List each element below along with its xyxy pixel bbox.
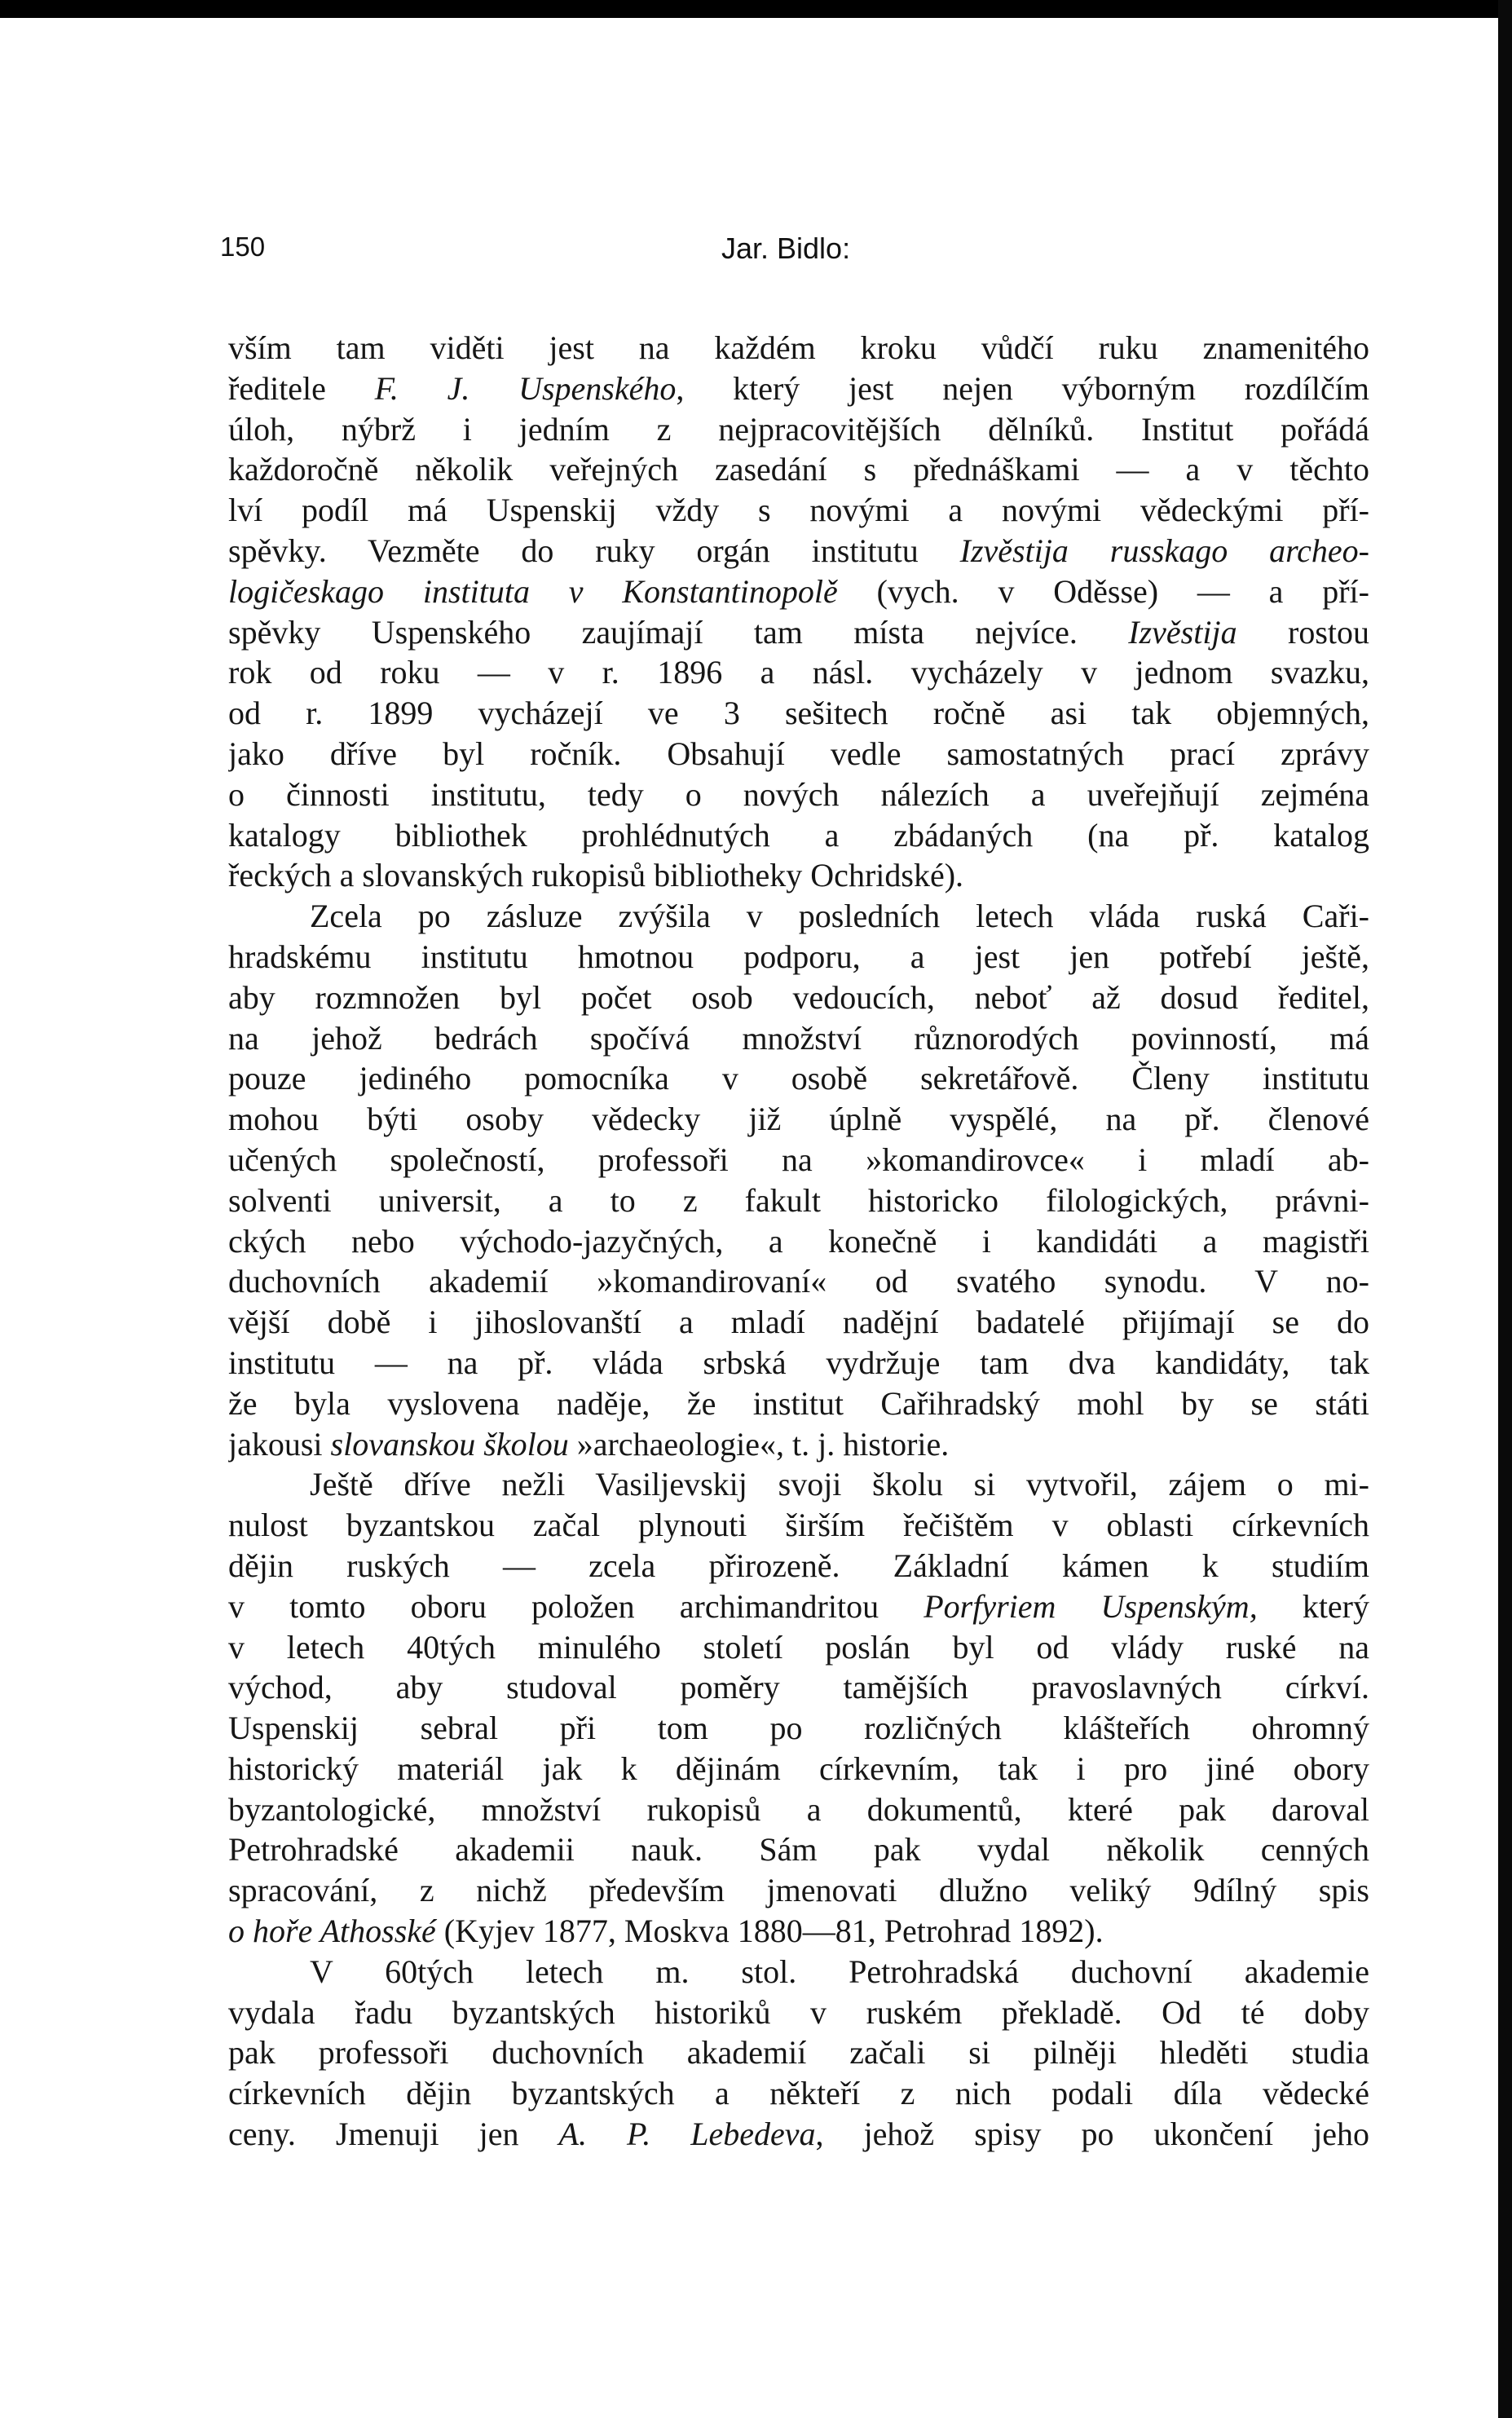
italic-text-span: o hoře Athosské — [228, 1913, 436, 1950]
text-span: mohou býti osoby vědecky již úplně vyspělé, na př. členové — [228, 1101, 1369, 1138]
text-line — [228, 1789, 1369, 1830]
text-span: (vych. v Oděsse) — a pří- — [837, 572, 1369, 610]
text-line — [228, 1546, 1369, 1586]
text-span: , jehož spisy po ukončení jeho — [815, 2116, 1369, 2153]
text-span: od r. 1899 vycházejí ve 3 sešitech ročně asi tak objemných, — [228, 695, 1369, 732]
text-span: Zcela po zásluze zvýšila v posledních letech vláda ruská Caři- — [310, 898, 1369, 935]
text-line — [228, 855, 1369, 896]
text-span: že byla vyslovena naděje, že institut Cařihradský mohl by se státi — [228, 1384, 1369, 1422]
text-line — [228, 2114, 1369, 2155]
text-line — [228, 1099, 1369, 1140]
text-line — [228, 1708, 1369, 1749]
text-span: nulost byzantskou začal plynouti širším řečištěm v oblasti církevních — [228, 1507, 1369, 1544]
text-line — [228, 693, 1369, 734]
text-line — [228, 774, 1369, 815]
book-page — [0, 18, 1498, 2418]
text-span: »archaeologie«, t. j. historie. — [568, 1425, 950, 1463]
text-span: historický materiál jak k dějinám církevním, tak i pro jiné obory — [228, 1750, 1369, 1787]
text-span: solventi universit, a to z fakult historicko filologických, právni- — [228, 1181, 1369, 1219]
text-line — [228, 612, 1369, 653]
text-span: spracování, z nichž především jmenovati dlužno veliký 9dílný spis — [228, 1872, 1369, 1909]
text-line — [228, 2073, 1369, 2114]
text-span: aby rozmnožen byl počet osob vedoucích, neboť až dosud ředitel, — [228, 978, 1369, 1016]
text-span: , který jest nejen výborným rozdílčím — [676, 369, 1369, 407]
page-header — [220, 232, 1280, 280]
text-span: v tomto oboru položen archimandritou — [228, 1587, 924, 1625]
text-span: na jehož bedrách spočívá množství různorodých povinností, má — [228, 1019, 1369, 1057]
text-line — [228, 1140, 1369, 1180]
scan-border — [1498, 0, 1512, 2418]
text-span: ředitele — [228, 369, 375, 407]
text-line — [228, 1424, 1369, 1465]
text-span: vější době i jihoslovanští a mladí nadějní badatelé přijímají se do — [228, 1304, 1369, 1341]
text-span: ckých nebo východo-jazyčných, a konečně i kandidáti a magistři — [228, 1222, 1369, 1260]
text-line — [228, 1829, 1369, 1870]
text-line — [228, 1505, 1369, 1546]
text-line — [228, 977, 1369, 1018]
text-span: pak professoři duchovních akademií začali si pilněji hleděti studia — [228, 2034, 1369, 2072]
text-line — [228, 734, 1369, 774]
text-line — [228, 1992, 1369, 2033]
text-span: spěvky. Vezměte do ruky orgán institutu — [228, 532, 960, 569]
body-text — [228, 328, 1369, 2155]
text-span: byzantologické, množství rukopisů a dokumentů, které pak daroval — [228, 1790, 1369, 1828]
text-span: ceny. Jmenuji jen — [228, 2116, 559, 2153]
text-span: Uspenskij sebral při tom po rozličných klášteřích ohromný — [228, 1710, 1369, 1747]
text-line — [228, 1018, 1369, 1059]
text-span: jakousi — [228, 1425, 331, 1463]
text-span: úloh, nýbrž i jedním z nejpracovitějších dělníků. Institut pořádá — [228, 410, 1369, 448]
text-span: vším tam viděti jest na každém kroku vůdčí ruku znamenitého — [228, 329, 1369, 366]
text-span: východ, aby studoval poměry tamějších pravoslavných církví. — [228, 1669, 1369, 1706]
italic-text-span: logičeskago instituta v Konstantinopolě — [228, 572, 838, 610]
text-line — [228, 652, 1369, 693]
text-span: hradskému institutu hmotnou podporu, a jest jen potřebí ještě, — [228, 938, 1369, 975]
text-line — [228, 1952, 1369, 1992]
text-span: V 60tých letech m. stol. Petrohradská duchovní akademie — [310, 1952, 1369, 1990]
text-line — [228, 1586, 1369, 1627]
text-span: Petrohradské akademii nauk. Sám pak vydal několik cenných — [228, 1831, 1369, 1869]
text-span: dějin ruských — zcela přirozeně. Základní kámen k studiím — [228, 1547, 1369, 1584]
italic-text-span: Porfyriem Uspenským, — [924, 1587, 1258, 1625]
italic-text-span: A. P. Lebedeva — [558, 2116, 816, 2153]
text-line — [228, 815, 1369, 856]
text-span: duchovních akademií »komandirovaní« od svatého synodu. V no- — [228, 1263, 1369, 1300]
text-span: (Kyjev 1877, Moskva 1880—81, Petrohrad 1892). — [435, 1913, 1104, 1950]
text-span: lví podíl má Uspenskij vždy s novými a novými vědeckými pří- — [228, 492, 1369, 529]
text-span: řeckých a slovanských rukopisů bibliotheky Ochridské). — [228, 857, 964, 894]
text-line — [228, 1627, 1369, 1668]
text-line — [228, 1343, 1369, 1383]
text-span: každoročně několik veřejných zasedání s přednáškami — a v těchto — [228, 451, 1369, 488]
text-span: Ještě dříve nežli Vasiljevskij svoji školu si vytvořil, zájem o mi- — [310, 1466, 1369, 1503]
text-line — [228, 1383, 1369, 1424]
text-line — [228, 896, 1369, 937]
text-span: jako dříve byl ročník. Obsahují vedle samostatných prací zprávy — [228, 735, 1369, 772]
text-line — [228, 1302, 1369, 1343]
italic-text-span: Izvěstija — [1128, 613, 1237, 651]
text-line — [228, 368, 1369, 409]
text-span: institutu — na př. vláda srbská vydržuje tam dva kandidáty, tak — [228, 1344, 1369, 1381]
text-span: o činnosti institutu, tedy o nových nálezích a uveřejňují zejména — [228, 775, 1369, 813]
text-line — [228, 571, 1369, 612]
page-number: 150 — [220, 232, 266, 262]
text-span: rostou — [1236, 613, 1369, 651]
text-line — [228, 531, 1369, 571]
text-line — [228, 1870, 1369, 1911]
text-span: katalogy bibliothek prohlédnutých a zbádaných (na př. katalog — [228, 816, 1369, 854]
text-line — [228, 1911, 1369, 1952]
text-line — [228, 328, 1369, 368]
text-line — [228, 490, 1369, 531]
text-span: církevních dějin byzantských a někteří z nich podali díla vědecké — [228, 2075, 1369, 2112]
text-span: spěvky Uspenského zaujímají tam místa nejvíce. — [228, 613, 1129, 651]
text-span: pouze jediného pomocníka v osobě sekretářově. Členy institutu — [228, 1060, 1369, 1097]
italic-text-span: slovanskou školou — [330, 1425, 569, 1463]
text-line — [228, 1749, 1369, 1789]
text-line — [228, 1221, 1369, 1262]
text-line — [228, 1667, 1369, 1708]
italic-text-span: F. J. Uspenského — [374, 369, 677, 407]
text-span: učených společností, professoři na »komandirovce« i mladí ab- — [228, 1141, 1369, 1178]
text-span: v letech 40tých minulého století poslán byl od vlády ruské na — [228, 1628, 1369, 1666]
text-line — [228, 937, 1369, 977]
text-span: vydala řadu byzantských historiků v ruském překladě. Od té doby — [228, 1993, 1369, 2031]
text-line — [228, 409, 1369, 450]
text-span: rok od roku — v r. 1896 a násl. vycházely v jednom svazku, — [228, 654, 1369, 691]
text-line — [228, 1464, 1369, 1505]
italic-text-span: Izvěstija russkago archeo- — [959, 532, 1369, 569]
text-line — [228, 1058, 1369, 1099]
text-line — [228, 1180, 1369, 1221]
running-head: Jar. Bidlo: — [721, 232, 851, 265]
text-line — [228, 1261, 1369, 1302]
text-line — [228, 449, 1369, 490]
text-line — [228, 2032, 1369, 2073]
text-span: který — [1257, 1587, 1369, 1625]
